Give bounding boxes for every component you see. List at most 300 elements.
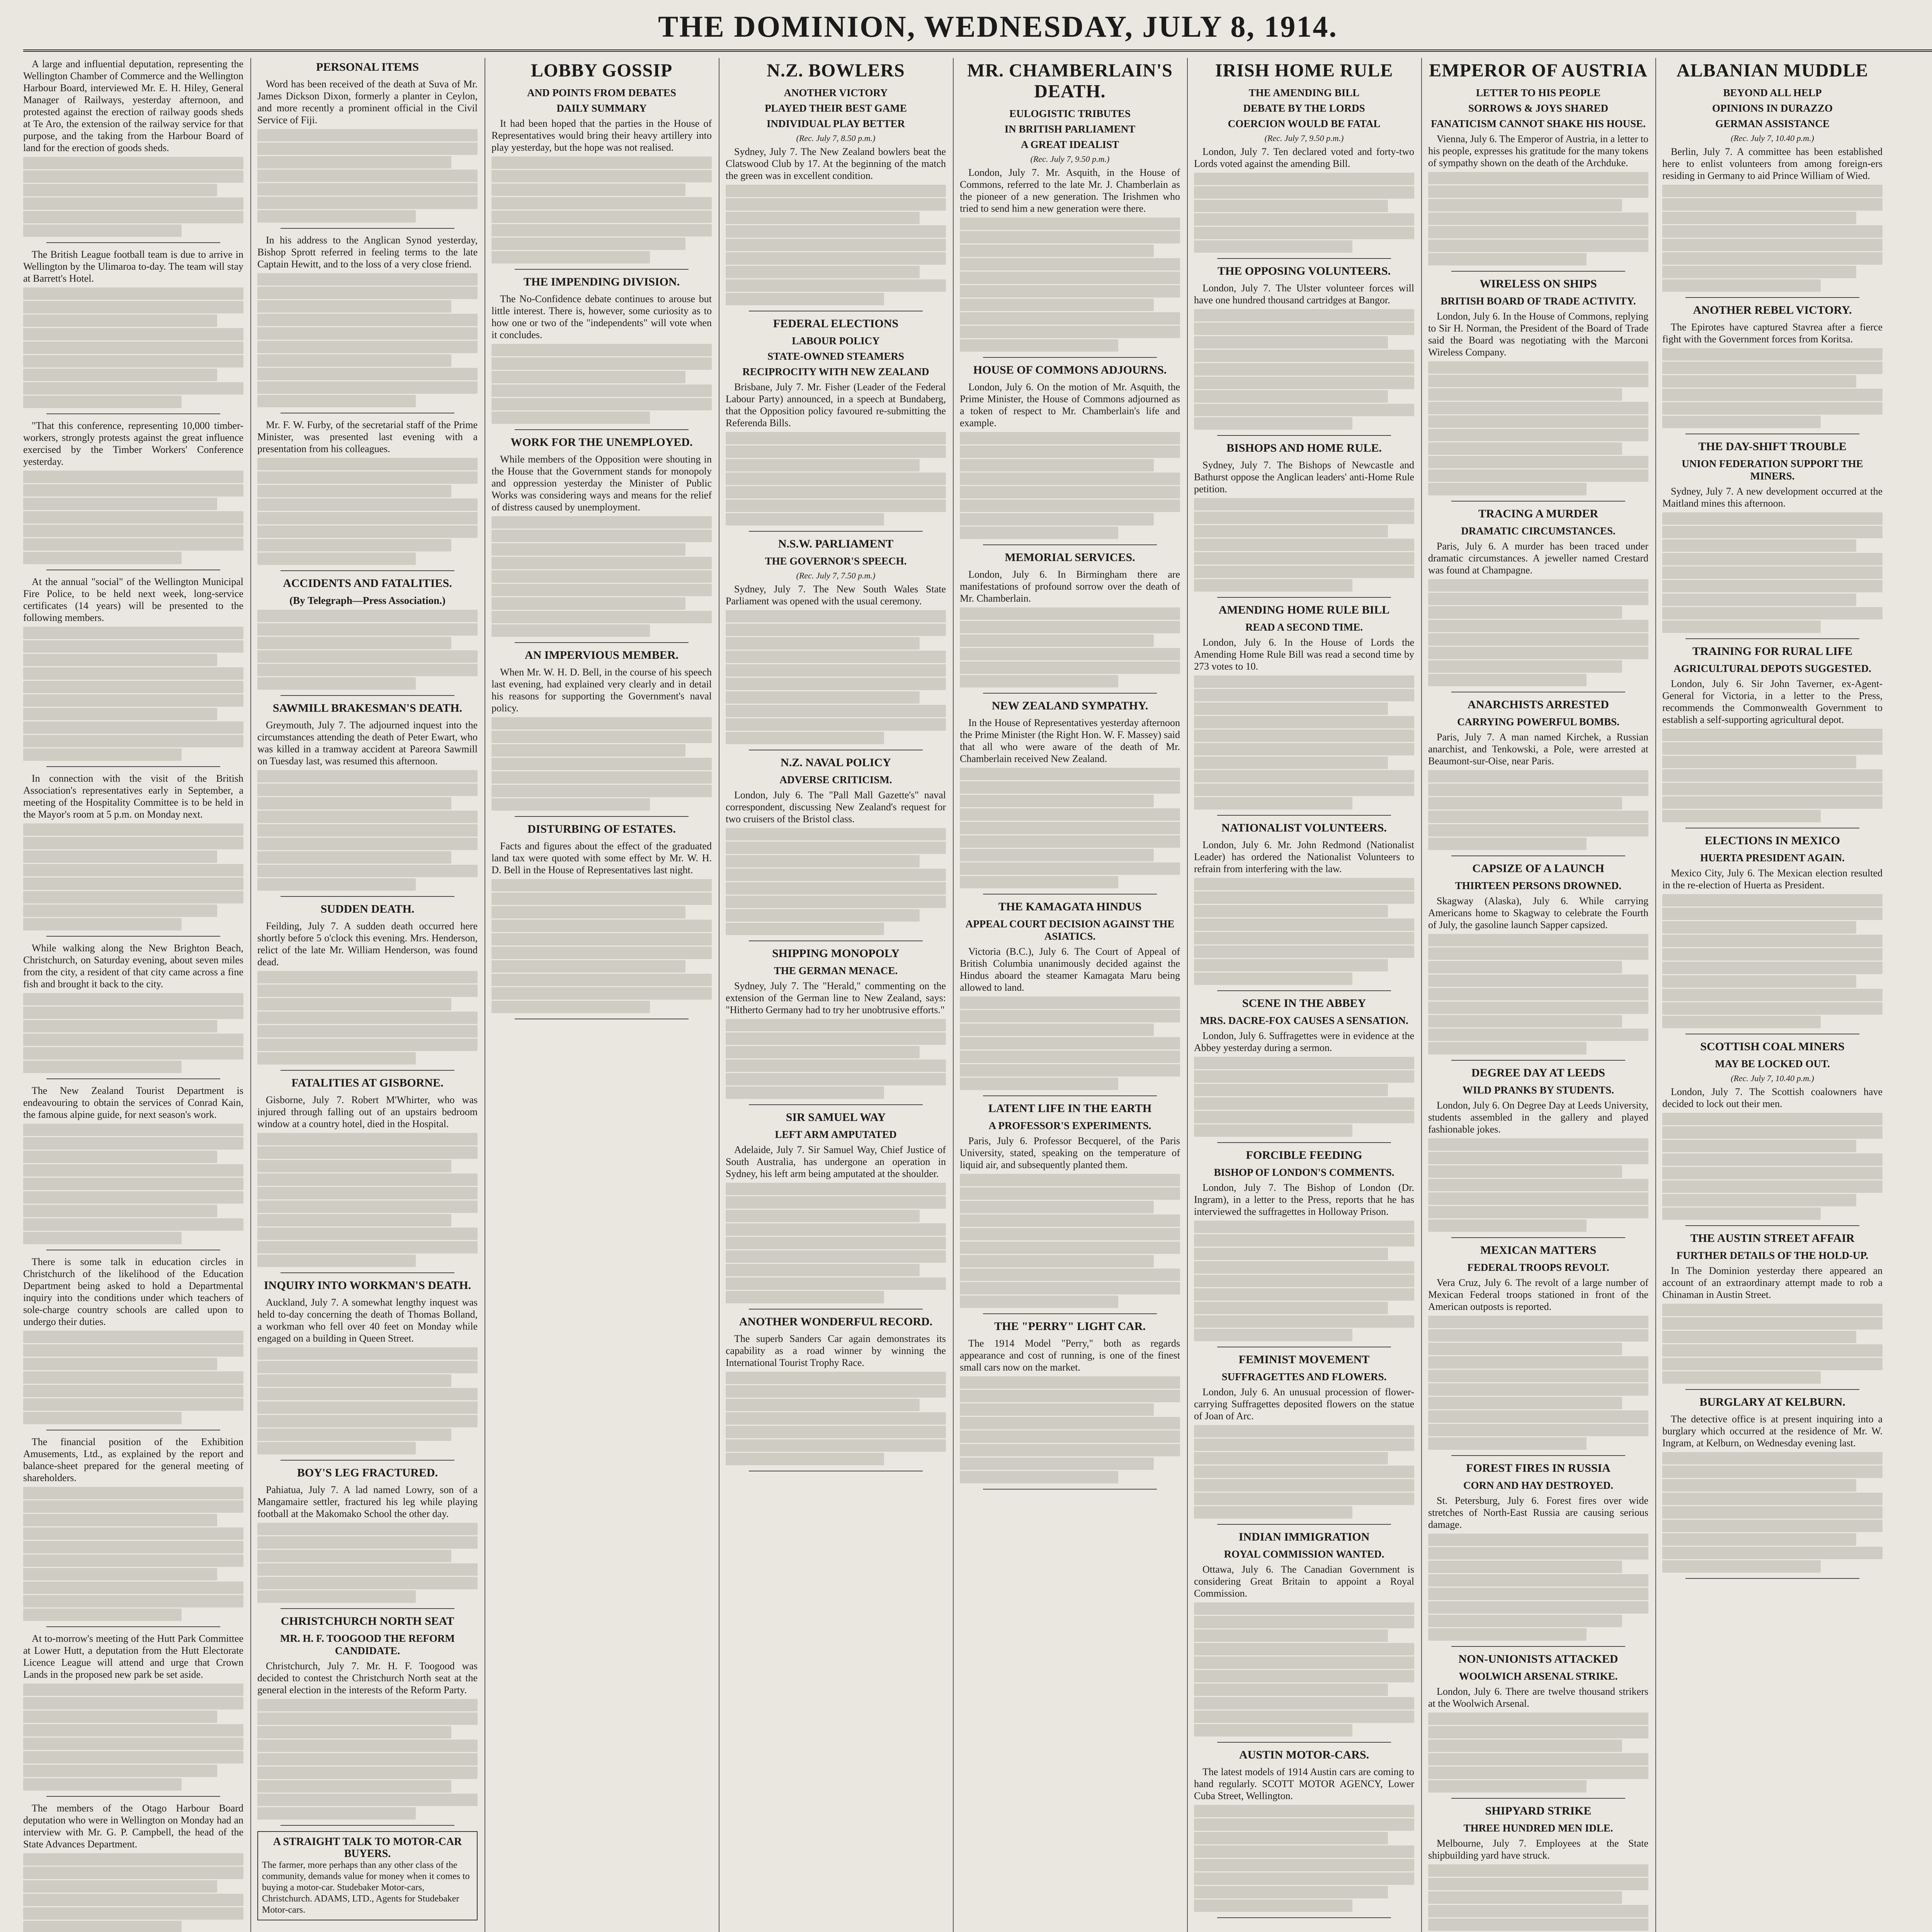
- column-3: [492, 58, 712, 1932]
- text-line-placeholder: [492, 798, 650, 811]
- text-line-placeholder: [960, 1417, 1180, 1429]
- text-line-placeholder: [23, 1778, 182, 1791]
- text-line-placeholder: [1662, 1547, 1883, 1559]
- text-line-placeholder: [492, 717, 712, 730]
- text-line-placeholder: [1662, 975, 1856, 988]
- article-subheading: WOOLWICH ARSENAL STRIKE.: [1459, 1670, 1618, 1682]
- newspaper-title: THE DOMINION, WEDNESDAY, JULY 8, 1914.: [658, 10, 1338, 43]
- text-line-placeholder: [1428, 1343, 1622, 1355]
- column-rule: [1187, 58, 1188, 1932]
- text-line-placeholder: [1428, 361, 1648, 374]
- text-line-placeholder: [1428, 469, 1648, 482]
- article-separator: [983, 357, 1157, 358]
- article: [257, 1076, 478, 1273]
- text-line-placeholder: [23, 287, 243, 300]
- text-line-placeholder: [1662, 279, 1821, 292]
- text-line-placeholder: [1428, 442, 1622, 455]
- article: [1662, 60, 1883, 298]
- article-body: Berlin, July 7. A committee has been established here to enlist volunteers from among foreign-ers residing in Germany to aid Prince William of Wied.: [1662, 146, 1883, 181]
- text-line-placeholder: [23, 1047, 243, 1060]
- text-line-placeholder: [257, 1794, 478, 1806]
- article: [1194, 1748, 1414, 1918]
- article-separator: [281, 1608, 454, 1609]
- text-line-placeholder: [1428, 1905, 1648, 1917]
- text-line-placeholder: [257, 314, 478, 326]
- article-subheading: GERMAN ASSISTANCE: [1715, 118, 1830, 129]
- text-line-placeholder: [1428, 415, 1648, 428]
- text-line-placeholder: [1662, 1167, 1883, 1179]
- text-line-placeholder: [960, 675, 1118, 687]
- text-line-placeholder: [257, 1255, 416, 1267]
- article-separator: [1217, 990, 1391, 991]
- text-line-placeholder: [23, 993, 243, 1005]
- article-body: London, July 6. Sir John Taverner, ex-Agent-General for Victoria, in a letter to the Press, recommends the Commonwealth Government to establish a self-supporting agricultural depot.: [1662, 678, 1883, 725]
- text-line-placeholder: [23, 328, 243, 340]
- text-line-placeholder: [492, 238, 685, 250]
- text-line-placeholder: [726, 678, 946, 690]
- text-line-placeholder: [1428, 620, 1648, 632]
- text-line-placeholder: [23, 1061, 182, 1073]
- column-5: [960, 58, 1180, 1932]
- text-line-placeholder: [257, 851, 451, 864]
- article-headline: ACCIDENTS AND FATALITIES.: [283, 577, 452, 590]
- text-line-placeholder: [960, 1471, 1118, 1483]
- article-body: London, July 6. Suffragettes were in evidence at the Abbey yesterday during a sermon.: [1194, 1030, 1414, 1053]
- text-line-placeholder: [23, 918, 182, 930]
- article-separator: [281, 1460, 454, 1461]
- article-body: London, July 6. There are twelve thousand strikers at the Woolwich Arsenal.: [1428, 1686, 1648, 1709]
- text-line-placeholder: [23, 342, 243, 354]
- text-line-placeholder: [257, 170, 478, 182]
- text-line-placeholder: [492, 344, 712, 356]
- text-line-placeholder: [257, 1550, 451, 1562]
- article-headline: WORK FOR THE UNEMPLOYED.: [510, 436, 693, 449]
- text-line-placeholder: [492, 211, 712, 223]
- text-line-placeholder: [257, 1173, 478, 1186]
- text-line-placeholder: [1662, 1140, 1856, 1152]
- text-line-placeholder: [1662, 935, 1883, 947]
- article: [1428, 1461, 1648, 1647]
- text-line-placeholder: [960, 245, 1154, 257]
- article-headline: BOY'S LEG FRACTURED.: [297, 1466, 438, 1479]
- article: [492, 435, 712, 643]
- article-separator: [515, 269, 689, 270]
- article-body: While walking along the New Brighton Beach, Christchurch, on Saturday evening, about seven miles from the city, a resident of that city came across a fine fish and brought it back to the city.: [23, 942, 243, 990]
- text-line-placeholder: [257, 1347, 478, 1360]
- text-line-placeholder: [960, 835, 1180, 848]
- text-line-placeholder: [23, 1034, 243, 1046]
- article-body: The financial position of the Exhibition Amusements, Ltd., as explained by the report and balance-sheet prepared for the general meeting of shareholders.: [23, 1436, 243, 1483]
- text-line-placeholder: [257, 395, 416, 407]
- text-line-placeholder: [1428, 633, 1648, 646]
- text-line-placeholder: [1428, 429, 1648, 441]
- text-line-placeholder: [492, 906, 685, 918]
- text-line-placeholder: [1662, 1113, 1883, 1125]
- article-subheading: STATE-OWNED STEAMERS: [767, 350, 904, 362]
- article-headline: NEW ZEALAND SYMPATHY.: [992, 699, 1148, 712]
- text-line-placeholder: [1428, 185, 1648, 198]
- article: [1428, 1066, 1648, 1238]
- article-body: London, July 7. The Bishop of London (Dr. Ingram), in a letter to the Press, reports that he has interviewed the suffragettes in Holloway Prison.: [1194, 1182, 1414, 1217]
- text-line-placeholder: [1194, 689, 1414, 701]
- text-line-placeholder: [1194, 200, 1388, 212]
- text-line-placeholder: [960, 849, 1154, 861]
- text-line-placeholder: [726, 1399, 920, 1411]
- article-separator: [749, 1309, 923, 1310]
- text-line-placeholder: [726, 473, 946, 485]
- article-subheading: FURTHER DETAILS OF THE HOLD-UP.: [1676, 1250, 1869, 1261]
- text-line-placeholder: [1428, 1574, 1648, 1587]
- article-body: The members of the Otago Harbour Board deputation who were in Wellington on Monday had an interview with Mr. G. P. Campbell, the head of the State Advances Department.: [23, 1803, 243, 1850]
- text-line-placeholder: [960, 500, 1180, 512]
- text-line-placeholder: [960, 1242, 1180, 1254]
- article-body: In his address to the Anglican Synod yesterday, Bishop Sprott referred in feeling terms to the late Captain Hewitt, and to the loss of a very close friend.: [257, 235, 478, 270]
- text-line-placeholder: [257, 156, 451, 168]
- text-line-placeholder: [23, 837, 243, 849]
- text-line-placeholder: [1428, 674, 1587, 686]
- text-line-placeholder: [960, 1201, 1154, 1213]
- text-line-placeholder: [1662, 908, 1883, 920]
- article-body: Paris, July 6. Professor Becquerel, of the Paris University, stated, speaking on the temperature of liquid air, and subsequently planted them.: [960, 1135, 1180, 1170]
- article: [1194, 603, 1414, 816]
- text-line-placeholder: [1662, 1493, 1883, 1505]
- article: [960, 60, 1180, 358]
- text-line-placeholder: [492, 251, 650, 264]
- text-line-placeholder: [23, 1344, 243, 1357]
- text-line-placeholder: [726, 1196, 946, 1209]
- text-line-placeholder: [23, 864, 243, 876]
- article-headline: IRISH HOME RULE: [1215, 60, 1393, 81]
- article: [1662, 1231, 1883, 1390]
- article-separator: [1217, 1742, 1391, 1743]
- text-line-placeholder: [1662, 989, 1883, 1001]
- article-separator: [515, 816, 689, 817]
- article-subheading: FANATICISM CANNOT SHAKE HIS HOUSE.: [1431, 118, 1646, 129]
- text-line-placeholder: [1662, 553, 1883, 565]
- text-line-placeholder: [1194, 743, 1414, 755]
- text-line-placeholder: [257, 677, 416, 690]
- article-separator: [983, 693, 1157, 694]
- text-line-placeholder: [1662, 769, 1883, 782]
- text-line-placeholder: [1428, 388, 1622, 401]
- text-line-placeholder: [1194, 525, 1388, 537]
- text-line-placeholder: [960, 473, 1180, 485]
- text-line-placeholder: [960, 808, 1180, 821]
- text-line-placeholder: [492, 624, 650, 637]
- article-headline: FEMINIST MOVEMENT: [1238, 1353, 1370, 1366]
- article-headline: CHRISTCHURCH NORTH SEAT: [281, 1615, 454, 1628]
- article-separator: [1685, 1225, 1859, 1226]
- article-body: The detective office is at present inquiring into a burglary which occurred at the residence of Mr. W. Ingram, at Kelburn, on Wednesday evening last.: [1662, 1413, 1883, 1449]
- text-line-placeholder: [1662, 621, 1821, 633]
- text-line-placeholder: [1662, 1331, 1856, 1343]
- article-separator: [983, 1313, 1157, 1314]
- text-line-placeholder: [23, 471, 243, 483]
- text-line-placeholder: [960, 1458, 1154, 1470]
- text-line-placeholder: [257, 129, 478, 141]
- article-headline: THE DAY-SHIFT TROUBLE: [1698, 440, 1847, 453]
- text-line-placeholder: [257, 971, 478, 983]
- text-line-placeholder: [257, 1415, 478, 1427]
- text-line-placeholder: [257, 1590, 416, 1603]
- text-line-placeholder: [23, 1894, 243, 1906]
- text-line-placeholder: [1662, 1533, 1856, 1546]
- article-separator: [1451, 1646, 1625, 1647]
- column-8: [1662, 58, 1883, 1932]
- text-line-placeholder: [726, 513, 884, 526]
- text-line-placeholder: [1662, 1506, 1883, 1519]
- article-subheading: AGRICULTURAL DEPOTS SUGGESTED.: [1673, 663, 1871, 674]
- text-line-placeholder: [1194, 1506, 1352, 1519]
- article-body: Sydney, July 7. The Bishops of Newcastle and Bathurst oppose the Anglican leaders' anti-Home Rule petition.: [1194, 459, 1414, 495]
- text-line-placeholder: [960, 1024, 1154, 1036]
- article-headline: SAWMILL BRAKESMAN'S DEATH.: [272, 702, 463, 714]
- article-separator: [281, 1070, 454, 1071]
- article: [257, 234, 478, 413]
- article: [23, 1633, 243, 1797]
- text-line-placeholder: [257, 650, 478, 663]
- text-line-placeholder: [23, 1724, 243, 1736]
- text-line-placeholder: [1662, 783, 1883, 795]
- text-line-placeholder: [960, 1214, 1180, 1227]
- article-subheading: ANOTHER VICTORY: [784, 87, 888, 99]
- text-line-placeholder: [1428, 1042, 1587, 1054]
- text-line-placeholder: [257, 797, 451, 810]
- text-line-placeholder: [726, 1439, 946, 1452]
- text-line-placeholder: [1194, 1493, 1414, 1505]
- advertisement: [257, 1831, 478, 1920]
- text-line-placeholder: [1428, 975, 1648, 987]
- text-line-placeholder: [23, 1541, 243, 1553]
- text-line-placeholder: [23, 823, 243, 836]
- text-line-placeholder: [1194, 566, 1414, 578]
- article-subheading: THREE HUNDRED MEN IDLE.: [1463, 1822, 1613, 1834]
- article-body: A large and influential deputation, representing the Wellington Chamber of Commerce and the Wellington Harbour Board, interviewed Mr. E. H. Hiley, General Manager of Railways, yesterday afternoon, and protested against the erection of railway goods sheds at Te Aro, the extension of the railway service for that purpose, and the taking from the Harbour Board of land for the erection of goods sheds.: [23, 58, 243, 153]
- article-headline: SUDDEN DEATH.: [320, 903, 415, 915]
- text-line-placeholder: [257, 1401, 478, 1414]
- text-line-placeholder: [1194, 1261, 1414, 1274]
- text-line-placeholder: [23, 1191, 243, 1204]
- text-line-placeholder: [257, 1214, 451, 1226]
- text-line-placeholder: [1194, 417, 1352, 430]
- text-line-placeholder: [257, 1767, 478, 1779]
- text-line-placeholder: [726, 624, 946, 636]
- text-line-placeholder: [960, 876, 1118, 888]
- article: [257, 577, 478, 696]
- article-dateline: (Rec. July 7, 7.50 p.m.): [796, 571, 876, 580]
- text-line-placeholder: [960, 1174, 1180, 1186]
- article-body: London, July 7. The Ulster volunteer forces will have one hundred thousand cartridges at Bangor.: [1194, 282, 1414, 306]
- text-line-placeholder: [1662, 921, 1856, 934]
- text-line-placeholder: [1662, 756, 1856, 768]
- text-line-placeholder: [492, 947, 712, 959]
- article-subheading: MAY BE LOCKED OUT.: [1715, 1058, 1830, 1070]
- article: [492, 822, 712, 1019]
- text-line-placeholder: [960, 822, 1180, 834]
- text-line-placeholder: [1194, 1859, 1414, 1871]
- text-line-placeholder: [726, 239, 946, 251]
- text-line-placeholder: [1662, 539, 1856, 552]
- article-subheading: LETTER TO HIS PEOPLE: [1476, 87, 1601, 99]
- text-line-placeholder: [1194, 1900, 1352, 1912]
- article-separator: [515, 642, 689, 643]
- text-line-placeholder: [23, 1398, 243, 1411]
- text-line-placeholder: [726, 909, 920, 922]
- text-line-placeholder: [1428, 1015, 1622, 1027]
- article-headline: HOUSE OF COMMONS ADJOURNS.: [973, 364, 1167, 376]
- article-body: Ottawa, July 6. The Canadian Government is considering Great Britain to appoint a Royal Commission.: [1194, 1564, 1414, 1599]
- text-line-placeholder: [1194, 1097, 1414, 1110]
- article-body: London, July 7. The Scottish coalowners have decided to lock out their men.: [1662, 1086, 1883, 1109]
- article-dateline: (Rec. July 7, 10.40 p.m.): [1731, 133, 1814, 143]
- text-line-placeholder: [1428, 1165, 1622, 1178]
- text-line-placeholder: [1194, 1439, 1414, 1451]
- article-headline: THE AUSTIN STREET AFFAIR: [1690, 1232, 1855, 1245]
- text-line-placeholder: [960, 459, 1154, 471]
- text-line-placeholder: [1428, 988, 1648, 1000]
- text-line-placeholder: [257, 610, 478, 622]
- article-body: Sydney, July 7. The New South Wales State Parliament was opened with the usual ceremony.: [726, 583, 946, 607]
- text-line-placeholder: [960, 862, 1180, 875]
- text-line-placeholder: [1662, 402, 1883, 415]
- text-line-placeholder: [1428, 1397, 1622, 1409]
- article-headline: SHIPPING MONOPOLY: [772, 947, 900, 960]
- text-line-placeholder: [257, 183, 478, 196]
- text-line-placeholder: [23, 1218, 243, 1231]
- text-line-placeholder: [960, 1010, 1180, 1022]
- article-body: London, July 7. Mr. Asquith, in the House of Commons, referred to the late Mr. J. Chamberlain as the pioneer of a new generation. The Irishmen who tried to send him a new generation were there.: [960, 167, 1180, 214]
- text-line-placeholder: [1662, 266, 1856, 278]
- text-line-placeholder: [23, 315, 217, 327]
- article-body: London, July 6. An unusual procession of flower-carrying Suffragettes deposited flowers on the statue of Joan of Arc.: [1194, 1386, 1414, 1422]
- article-body: The superb Sanders Car again demonstrates its capability as a road winner by winning the International Tourist Trophy Race.: [726, 1333, 946, 1368]
- text-line-placeholder: [1194, 1452, 1388, 1464]
- text-line-placeholder: [1662, 1344, 1883, 1357]
- text-line-placeholder: [1194, 1845, 1414, 1858]
- article-separator: [281, 1825, 454, 1826]
- text-line-placeholder: [1428, 213, 1648, 225]
- article-body: Victoria (B.C.), July 6. The Court of Appeal of British Columbia unanimously decided against the Hindus aboard the steamer Kamagata Maru being allowed to land.: [960, 946, 1180, 993]
- text-line-placeholder: [257, 1374, 451, 1387]
- text-line-placeholder: [23, 1595, 243, 1607]
- article-headline: AN IMPERVIOUS MEMBER.: [524, 649, 679, 662]
- text-line-placeholder: [23, 891, 243, 903]
- text-line-placeholder: [257, 838, 478, 850]
- text-line-placeholder: [726, 185, 946, 197]
- text-line-placeholder: [1662, 1358, 1883, 1370]
- text-line-placeholder: [726, 705, 946, 717]
- text-line-placeholder: [1194, 1466, 1414, 1478]
- article: [257, 1279, 478, 1461]
- article: [726, 537, 946, 750]
- text-line-placeholder: [726, 691, 920, 704]
- text-line-placeholder: [1428, 1437, 1587, 1450]
- text-line-placeholder: [257, 1713, 478, 1725]
- text-line-placeholder: [23, 681, 243, 693]
- text-line-placeholder: [1428, 1138, 1648, 1151]
- text-line-placeholder: [23, 1514, 217, 1526]
- article-headline: TRACING A MURDER: [1478, 507, 1599, 520]
- text-line-placeholder: [726, 1019, 946, 1031]
- text-line-placeholder: [726, 1453, 884, 1465]
- text-line-placeholder: [1428, 1547, 1648, 1560]
- text-line-placeholder: [1428, 1753, 1648, 1765]
- text-line-placeholder: [1194, 309, 1414, 321]
- article-headline: WIRELESS ON SHIPS: [1480, 277, 1597, 290]
- text-line-placeholder: [1428, 1383, 1648, 1396]
- article-separator: [1217, 1917, 1391, 1918]
- article-separator: [1217, 597, 1391, 598]
- text-line-placeholder: [960, 1187, 1180, 1200]
- article-body: At to-morrow's meeting of the Hutt Park Committee at Lower Hutt, a deputation from the Hutt Electorate Licence League will attend and urge that Crown Lands in the proposed new park be set aside.: [23, 1633, 243, 1680]
- text-line-placeholder: [23, 1738, 243, 1750]
- text-line-placeholder: [1428, 456, 1648, 468]
- text-line-placeholder: [726, 198, 946, 211]
- text-line-placeholder: [257, 381, 478, 394]
- text-line-placeholder: [257, 1241, 478, 1253]
- text-line-placeholder: [257, 485, 451, 497]
- text-line-placeholder: [257, 998, 451, 1010]
- article: [23, 1802, 243, 1932]
- text-line-placeholder: [257, 300, 451, 313]
- text-line-placeholder: [1428, 1878, 1648, 1890]
- text-line-placeholder: [492, 516, 712, 529]
- text-line-placeholder: [1194, 1886, 1388, 1898]
- text-line-placeholder: [23, 1907, 243, 1920]
- article-separator: [983, 1489, 1157, 1490]
- text-line-placeholder: [1194, 1124, 1352, 1137]
- text-line-placeholder: [1662, 1317, 1883, 1330]
- article: [960, 551, 1180, 694]
- text-line-placeholder: [1428, 1918, 1648, 1931]
- text-line-placeholder: [1428, 934, 1648, 946]
- article-subheading: AND POINTS FROM DEBATES: [527, 87, 676, 99]
- article-separator: [46, 1626, 220, 1627]
- text-line-placeholder: [1428, 1002, 1648, 1014]
- article: [1428, 60, 1648, 272]
- article-subheading: THE GOVERNOR'S SPEECH.: [765, 555, 907, 567]
- article: [960, 699, 1180, 895]
- text-line-placeholder: [1194, 1275, 1414, 1287]
- text-line-placeholder: [23, 396, 182, 408]
- text-line-placeholder: [726, 486, 946, 498]
- article-separator: [1685, 638, 1859, 639]
- text-line-placeholder: [726, 500, 946, 512]
- text-line-placeholder: [1662, 1002, 1883, 1015]
- article-body: Greymouth, July 7. The adjourned inquest into the circumstances attending the death of Peter Ewart, who was killed in a tramway accident at Pareora Sawmill on Tuesday last, was resumed this afternoon.: [257, 719, 478, 767]
- article-subheading: RECIPROCITY WITH NEW ZEALAND: [742, 366, 929, 378]
- text-line-placeholder: [726, 459, 920, 471]
- text-line-placeholder: [492, 879, 712, 891]
- text-line-placeholder: [960, 312, 1180, 325]
- text-line-placeholder: [960, 326, 1180, 338]
- text-line-placeholder: [492, 398, 712, 410]
- article-dateline: (Rec. July 7, 9.50 p.m.): [1264, 133, 1344, 143]
- text-line-placeholder: [960, 634, 1154, 647]
- text-line-placeholder: [257, 1228, 478, 1240]
- text-line-placeholder: [23, 1232, 182, 1244]
- text-line-placeholder: [1194, 1315, 1414, 1328]
- article-headline: MEMORIAL SERVICES.: [1005, 551, 1135, 564]
- article-body: London, July 6. The "Pall Mall Gazette's" naval correspondent, discussing New Zealand's request for two cruisers of the Bristol class.: [726, 789, 946, 825]
- article-headline: INQUIRY INTO WORKMAN'S DEATH.: [264, 1279, 471, 1292]
- article-body: London, July 6. In the House of Commons, replying to Sir H. Norman, the President of the Board of Trade said the Board was negotiating with the Marconi Wireless Company.: [1428, 311, 1648, 358]
- article-body: Mr. F. W. Furby, of the secretarial staff of the Prime Minister, was presented last evening with a presentation from his colleagues.: [257, 419, 478, 454]
- text-line-placeholder: [257, 1563, 478, 1576]
- text-line-placeholder: [1194, 1602, 1414, 1615]
- article: [1428, 1804, 1648, 1932]
- text-line-placeholder: [23, 850, 217, 863]
